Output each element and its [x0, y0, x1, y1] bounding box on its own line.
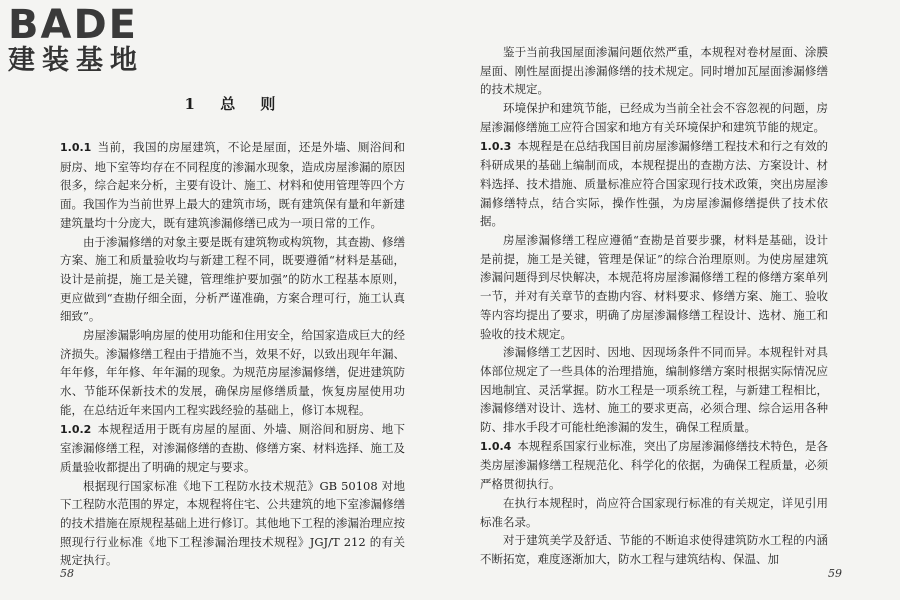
paragraph-text: 对于建筑美学及舒适、节能的不断追求使得建筑防水工程的内涵不断拓宽，难度逐渐加大，防水工程与建筑结构、保温、加	[480, 533, 828, 566]
paragraph-text: 当前，我国的房屋建筑，不论是屋面，还是外墙、厕浴间和厨房、地下室等均存在不同程度的渗漏水现象，造成房屋渗漏的原因很多，综合起来分析，主要有设计、施工、材料和使用管理等四个方面。我国作为当前世界上最大的建筑市场，既有建筑保有量和年新建建筑量均十分庞大，既有建筑渗漏修缮已成为一项日常的工作。	[60, 140, 405, 230]
page-number-right: 59	[828, 567, 842, 580]
body-paragraph	[480, 99, 828, 136]
left-text-block	[60, 138, 405, 570]
body-paragraph	[480, 494, 828, 531]
paragraph-text: 本规程是在总结我国目前房屋渗漏修缮工程技术和行之有效的科研成果的基础上编制而成，本规程提出的查勘方法、方案设计、材料选择、技术措施、质量标准应符合国家现行技术政策，突出房屋渗漏修缮特点，结合实际，操作性强，为房屋渗漏修缮提供了技术依据。	[480, 138, 828, 229]
clause-number: 1.0.1	[60, 141, 92, 154]
paragraph-text: 环境保护和建筑节能，已经成为当前全社会不容忽视的问题，房屋渗漏修缮施工应符合国家和地方有关环境保护和建筑节能的规定。	[480, 101, 828, 134]
body-paragraph	[480, 531, 828, 568]
body-paragraph	[480, 231, 828, 343]
right-page	[450, 0, 900, 600]
body-paragraph	[480, 43, 828, 99]
body-paragraph	[480, 343, 828, 437]
clause-number: 1.0.2	[60, 422, 92, 436]
page-number-left: 58	[60, 567, 74, 580]
chapter-title: 1 总 则	[184, 95, 286, 113]
paragraph-text: 房屋渗漏影响房屋的使用功能和住用安全，给国家造成巨大的经济损失。渗漏修缮工程由于措施不当，效果不好，以致出现年年漏、年年修，年年修、年年漏的现象。为规范房屋渗漏修缮，促进建筑防水、节能环保新技术的发展，确保房屋修缮质量，恢复房屋使用功能，在总结近年来国内工程实践经验的基础上，修订本规程。	[60, 328, 405, 417]
body-paragraph	[60, 233, 405, 327]
paragraph-text: 由于渗漏修缮的对象主要是既有建筑物或构筑物，其查勘、修缮方案、施工和质量验收均与新建工程不同，既要遵循“材料是基础，设计是前提，施工是关键，管理维护要加强”的防水工程基本原则，更应做到“查勘仔细全面，分析严谨准确，方案合理可行，施工认真细致”。	[60, 234, 405, 324]
body-paragraph	[60, 477, 405, 571]
logo-subtitle: 建装基地	[8, 45, 144, 76]
body-paragraph	[60, 326, 405, 420]
paragraph-text: 本规程系国家行业标准，突出了房屋渗漏修缮技术特色，是各类房屋渗漏修缮工程规范化、科学化的依据，为确保工程质量，必须严格贯彻执行。	[480, 438, 828, 492]
logo-wordmark: BADE	[8, 2, 138, 48]
right-text-block	[480, 43, 828, 569]
clause-paragraph	[480, 137, 828, 232]
paragraph-text: 房屋渗漏修缮工程应遵循“查勘是首要步骤，材料是基础，设计是前提，施工是关键，管理是保证”的综合治理原则。为使房屋建筑渗漏问题得到尽快解决，本规范将房屋渗漏修缮工程的修缮方案单列一节，并对有关章节的查勘内容、材料要求、修缮方案、施工、验收等内容均提出了要求，明确了房屋渗漏修缮工程设计、选材、施工和验收的技术规定。	[480, 233, 828, 341]
clause-paragraph	[60, 420, 405, 477]
paragraph-text: 在执行本规程时，尚应符合国家现行标准的有关规定，详见引用标准名录。	[480, 495, 828, 529]
clause-paragraph	[60, 138, 405, 233]
clause-paragraph	[480, 437, 828, 494]
paragraph-text: 渗漏修缮工艺因时、因地、因现场条件不同而异。本规程针对具体部位规定了一些具体的治理措施，编制修缮方案时根据实际情况应因地制宜、灵活掌握。防水工程是一项系统工程，与新建工程相比，渗漏修缮对设计、选材、施工的要求更高，必须合理、综合运用各种防、排水手段才可能杜绝渗漏的发生，确保工程质量。	[480, 345, 828, 435]
paragraph-text: 鉴于当前我国屋面渗漏问题依然严重，本规程对卷材屋面、涂膜屋面、刚性屋面提出渗漏修缮的技术规定。同时增加瓦屋面渗漏修缮的技术规定。	[480, 45, 828, 97]
paragraph-text: 本规程适用于既有房屋的屋面、外墙、厕浴间和厨房、地下室渗漏修缮工程，对渗漏修缮的查勘、修缮方案、材料选择、施工及质量验收都提出了明确的规定与要求。	[60, 421, 405, 474]
paragraph-text: 根据现行国家标准《地下工程防水技术规范》GB 50108 对地下工程防水范围的界定，本规程将住宅、公共建筑的地下室渗漏修缮的技术措施在原规程基础上进行修订。其他地下工程的渗漏治理应按照现行行业标准《地下工程渗漏治理技术规程》JGJ/T 212 的有关规定执行。	[60, 478, 405, 568]
clause-number: 1.0.4	[480, 439, 512, 453]
clause-number: 1.0.3	[480, 139, 512, 153]
